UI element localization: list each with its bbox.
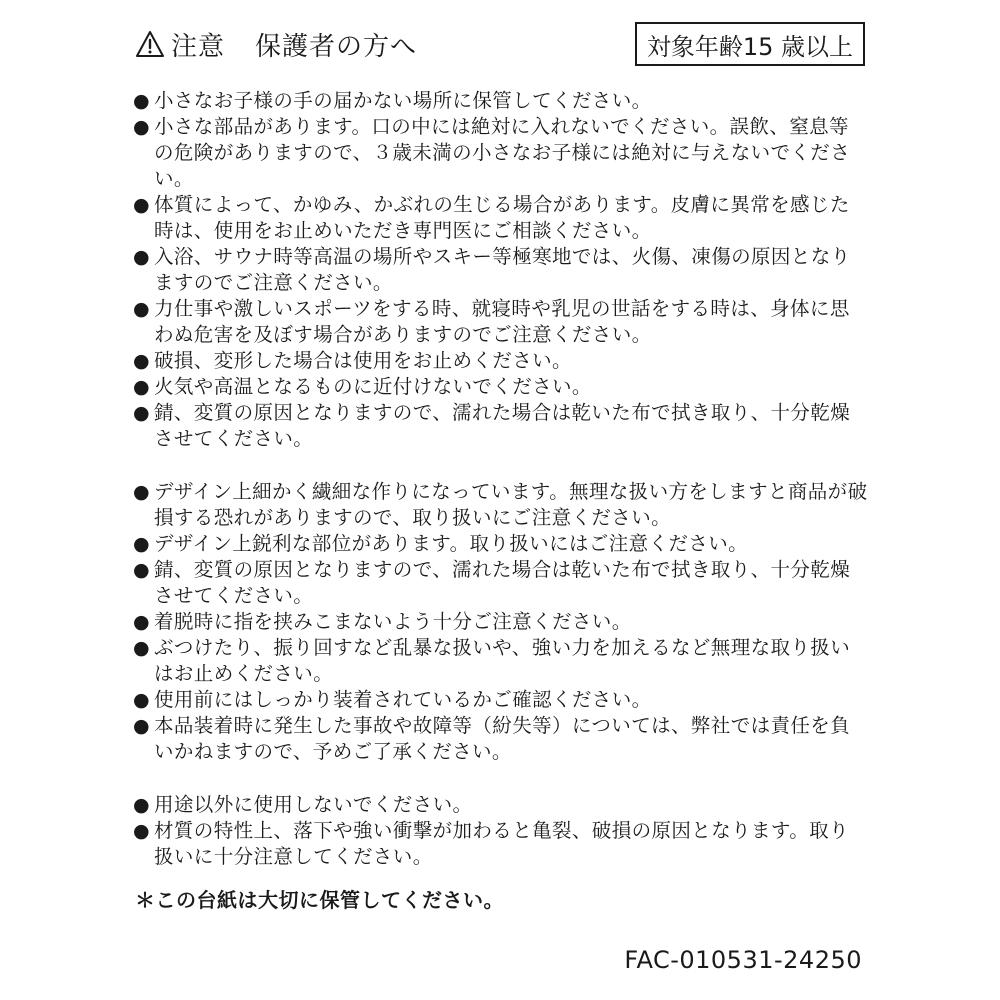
caution-item: ● ぶつけたり、振り回すなど乱暴な扱いや、強い力を加えるなど無理な取り扱いはお止めください。	[133, 635, 868, 687]
target-age-label: 対象年齢15 歳以上	[646, 32, 853, 61]
caution-item: ● 本品装着時に発生した事故や故障等（紛失等）については、弊社では責任を負いかねますので、予めご了承ください。	[133, 713, 868, 765]
caution-item: ● 錆、変質の原因となりますので、濡れた場合は乾いた布で拭き取り、十分乾燥させてください。	[133, 557, 868, 609]
caution-list	[133, 88, 868, 897]
product-code: FAC-010531-24250	[624, 946, 862, 974]
caution-item: ● 錆、変質の原因となりますので、濡れた場合は乾いた布で拭き取り、十分乾燥させてください。	[133, 400, 868, 452]
caution-item: ● 材質の特性上、落下や強い衝撃が加わると亀裂、破損の原因となります。取り扱いに十分注意してください。	[133, 818, 868, 870]
caution-item: ● デザイン上鋭利な部位があります。取り扱いにはご注意ください。	[133, 531, 868, 557]
caution-item: ● 力仕事や激しいスポーツをする時、就寝時や乳児の世話をする時は、身体に思わぬ危害を及ぼす場合がありますのでご注意ください。	[133, 296, 868, 348]
caution-group-general	[133, 88, 868, 452]
caution-group-handling	[133, 479, 868, 765]
caution-group-usage	[133, 792, 868, 870]
caution-item: ● 火気や高温となるものに近付けないでください。	[133, 374, 868, 400]
notice-audience: 保護者の方へ	[255, 31, 418, 62]
caution-item: ● 破損、変形した場合は使用をお止めください。	[133, 348, 868, 374]
header	[135, 22, 865, 66]
caution-item: ● デザイン上細かく繊細な作りになっています。無理な扱い方をしますと商品が破損する恐れがありますので、取り扱いにご注意ください。	[133, 479, 868, 531]
target-age-badge	[635, 22, 865, 66]
caution-item: ● 入浴、サウナ時等高温の場所やスキー等極寒地では、火傷、凍傷の原因となりますのでご注意ください。	[133, 244, 868, 296]
storage-note: ＊この台紙は大切に保管してください。	[135, 888, 504, 912]
caution-item: ● 体質によって、かゆみ、かぶれの生じる場合があります。皮膚に異常を感じた時は、使用をお止めいただき専門医にご相談ください。	[133, 192, 868, 244]
caution-item: ● 使用前にはしっかり装着されているかご確認ください。	[133, 687, 868, 713]
caution-item: ● 小さなお子様の手の届かない場所に保管してください。	[133, 88, 868, 114]
warning-triangle-icon	[135, 30, 165, 58]
caution-item: ● 小さな部品があります。口の中には絶対に入れないでください。誤飲、窒息等の危険がありますので、３歳未満の小さなお子様には絶対に与えないでください。	[133, 114, 868, 192]
caution-item: ● 用途以外に使用しないでください。	[133, 792, 868, 818]
notice-heading: 注意	[171, 31, 226, 62]
caution-item: ● 着脱時に指を挟みこまないよう十分ご注意ください。	[133, 609, 868, 635]
notice-title	[135, 22, 417, 66]
